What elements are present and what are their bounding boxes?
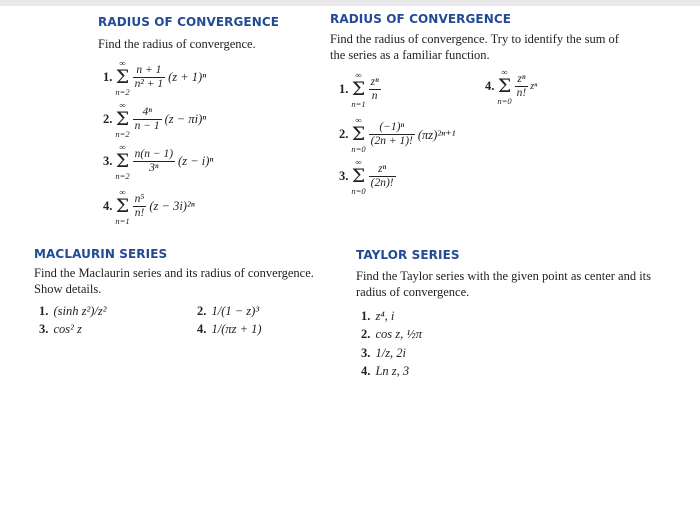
expression: z⁴, i (375, 309, 395, 323)
top-bar (0, 0, 700, 6)
taylor-item-4 (361, 360, 409, 379)
item-number: 3. (339, 169, 349, 183)
sigma-icon: ∞ Σ n=1 (351, 70, 366, 109)
maclaurin-instruction-1: Find the Maclaurin series and its radius of convergence. (34, 266, 314, 280)
taylor-item-2 (361, 323, 422, 342)
radius-left-item-1 (103, 58, 206, 97)
fraction: $\frac{n + 1}{\text{n² + 1}}$ (134, 64, 164, 90)
radius-right-instruction-1: Find the radius of convergence. Try to identify the sum of (330, 32, 619, 46)
item-number: 1. (103, 70, 113, 84)
radius-right-item-1 (339, 70, 381, 109)
item-number: 2. (197, 304, 207, 318)
sigma-icon: ∞ Σ n=0 (351, 115, 366, 154)
radius-left-item-3 (103, 142, 213, 181)
radius-right-instruction-2: the series as a familiar function. (330, 48, 490, 62)
item-number: 3. (103, 154, 113, 168)
radius-right-item-4 (485, 67, 537, 106)
expression: 1/(1 − z)³ (211, 304, 260, 318)
sigma-icon: ∞ Σ n=0 (351, 157, 366, 196)
series-term: (z + 1)ⁿ (168, 70, 207, 84)
item-number: 3. (39, 322, 49, 336)
sigma-icon: ∞ Σ n=0 (497, 67, 512, 106)
expression: cos² z (53, 322, 82, 336)
radius-right-item-2 (339, 115, 455, 154)
series-term: (z − πi)ⁿ (164, 112, 207, 126)
fraction: $\frac{\text{n⁵}}{n!}$ (134, 193, 145, 219)
sigma-icon: ∞ Σ n=2 (115, 58, 130, 97)
radius-left-item-2 (103, 100, 206, 139)
maclaurin-instruction-2: Show details. (34, 282, 102, 296)
series-term: (z − 3i)²ⁿ (149, 199, 195, 213)
radius-left-item-4 (103, 187, 195, 226)
series-term: (z − i)ⁿ (178, 154, 214, 168)
item-number: 4. (197, 322, 207, 336)
fraction: $\frac{\text{(−1)ⁿ}}{(2n + 1)!}$ (370, 121, 413, 147)
item-number: 2. (339, 127, 349, 141)
item-number: 2. (361, 327, 371, 341)
item-number: 3. (361, 346, 371, 360)
radius-right-title: RADIUS OF CONVERGENCE (330, 12, 512, 26)
fraction: $\frac{\text{4ⁿ}}{n - 1}$ (134, 106, 160, 132)
expression: 1/z, 2i (375, 346, 407, 360)
fraction: $\frac{\text{zⁿ}}{n}$ (370, 76, 379, 102)
maclaurin-item-4 (197, 318, 262, 337)
maclaurin-title: MACLAURIN SERIES (34, 247, 168, 261)
fraction: $\frac{\text{zⁿ}}{(2n)!}$ (370, 163, 394, 189)
expression: (sinh z²)/z² (53, 304, 107, 318)
item-number: 1. (361, 309, 371, 323)
series-term: zⁿ (530, 81, 538, 92)
expression: Ln z, 3 (375, 364, 410, 378)
taylor-title: TAYLOR SERIES (356, 248, 460, 262)
sigma-icon: ∞ Σ n=2 (115, 142, 130, 181)
item-number: 4. (103, 199, 113, 213)
item-number: 2. (103, 112, 113, 126)
radius-right-item-3 (339, 157, 396, 196)
item-number: 4. (361, 364, 371, 378)
item-number: 4. (485, 79, 495, 93)
taylor-instruction-2: radius of convergence. (356, 285, 470, 299)
series-term: (πz)²ⁿ⁺¹ (417, 127, 456, 142)
sigma-icon: ∞ Σ n=1 (115, 187, 130, 226)
maclaurin-item-1 (39, 300, 106, 319)
item-number: 1. (39, 304, 49, 318)
fraction: $\frac{\text{zⁿ}}{n!}$ (516, 73, 527, 99)
radius-left-instruction: Find the radius of convergence. (98, 37, 256, 51)
taylor-item-3 (361, 342, 406, 361)
taylor-instruction-1: Find the Taylor series with the given point as center and its (356, 269, 652, 283)
item-number: 1. (339, 82, 349, 96)
fraction: $\frac{n(n - 1)}{\text{3ⁿ}}$ (134, 148, 174, 174)
expression: 1/(πz + 1) (211, 322, 262, 336)
radius-left-title: RADIUS OF CONVERGENCE (98, 15, 280, 29)
maclaurin-item-2 (197, 300, 259, 319)
maclaurin-item-3 (39, 318, 82, 337)
taylor-item-1 (361, 305, 394, 324)
expression: cos z, ½π (375, 327, 423, 341)
sigma-icon: ∞ Σ n=2 (115, 100, 130, 139)
